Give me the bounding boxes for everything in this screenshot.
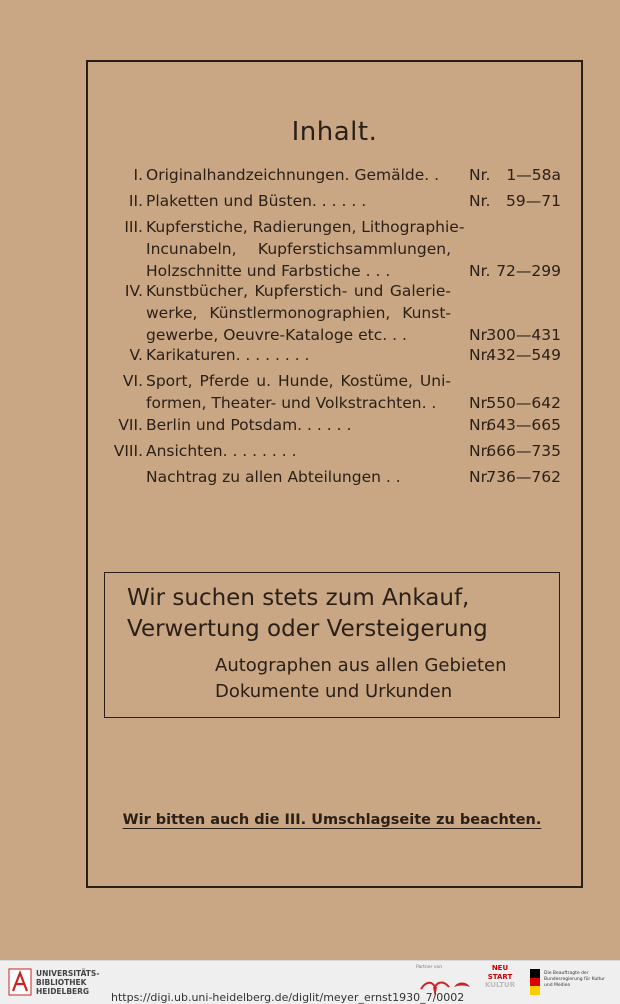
toc-entry-number: IV. <box>124 282 143 300</box>
neustart-line-1: NEU <box>491 964 509 972</box>
library-line-1: UNIVERSITÄTS- <box>36 969 100 978</box>
neustart-line-3: KULTUR <box>485 981 516 989</box>
bkm-logo[interactable] <box>530 967 614 999</box>
toc-entry-number: VIII. <box>113 442 143 460</box>
toc-entry-line: gewerbe, Oeuvre-Kataloge etc. . . <box>146 326 407 344</box>
toc-entry-text <box>146 344 451 366</box>
toc-entry-number: VI. <box>122 372 143 390</box>
notice-line-3: Autographen aus allen Gebieten <box>215 655 507 676</box>
cover-note: Wir bitten auch die III. Umschlagseite zu beachten. <box>122 812 542 828</box>
notice-line-1: Wir suchen stets zum Ankauf, <box>127 585 470 611</box>
toc-entry-line: werke, Künstlermonographien, Kunst- <box>146 304 451 322</box>
toc-entry-nr-label: Nr. <box>469 442 491 460</box>
toc-entry-nr-label: Nr. <box>469 262 491 280</box>
toc-entry-text <box>146 190 451 212</box>
toc-entry-line: Originalhandzeichnungen. Gemälde. . <box>146 166 440 184</box>
toc-entry-line: formen, Theater- und Volkstrachten. . <box>146 394 437 412</box>
toc-entry-text <box>146 414 451 436</box>
toc-entry-line: Ansichten. . . . . . . . <box>146 442 297 460</box>
toc-entry-line: Plaketten und Büsten. . . . . . <box>146 192 367 210</box>
german-flag-icon <box>530 969 540 995</box>
toc-entry-number: I. <box>133 166 143 184</box>
toc-entry-line: Sport, Pferde u. Hunde, Kostüme, Uni- <box>146 372 451 390</box>
bkm-text: Die Beauftragte der Bundesregierung für Kultur und Medien <box>544 971 606 988</box>
toc-entry-range: 643—665 <box>486 416 561 434</box>
toc-entry-range: 666—735 <box>486 442 561 460</box>
toc-entry-nr-label: Nr. <box>469 326 491 344</box>
toc-entry-range: 736—762 <box>486 468 561 486</box>
toc-entry-text <box>146 440 451 462</box>
toc-entry-line: Incunabeln, Kupferstichsammlungen, <box>146 240 451 258</box>
neustart-line-2: START <box>487 972 513 981</box>
toc-entry-text <box>146 370 451 414</box>
viewer-footer <box>0 960 620 1004</box>
toc-entry-text <box>146 164 451 186</box>
partner-label: Partner von <box>416 965 443 970</box>
toc-entry-nr-label: Nr. <box>469 192 491 210</box>
neustart-kultur-logo[interactable] <box>485 964 515 1002</box>
toc-entry-range: 300—431 <box>486 326 561 344</box>
toc-entry-text <box>146 280 451 346</box>
toc-entry-line: Nachtrag zu allen Abteilungen . . <box>146 468 401 486</box>
university-library-logo-icon[interactable] <box>8 967 32 997</box>
toc-entry-nr-label: Nr. <box>469 394 491 412</box>
toc-entry-nr-label: Nr. <box>469 166 491 184</box>
toc-entry-line: Karikaturen. . . . . . . . <box>146 346 310 364</box>
toc-entry-range: 550—642 <box>486 394 561 412</box>
toc-entry-line: Berlin und Potsdam. . . . . . <box>146 416 352 434</box>
notice-line-4: Dokumente und Urkunden <box>215 681 453 702</box>
page-title: Inhalt. <box>291 117 378 147</box>
toc-entry-range: 59—71 <box>506 192 561 210</box>
toc-entry-line: Kupferstiche, Radierungen, Lithographie- <box>146 218 465 236</box>
toc-entry-range: 1—58a <box>506 166 561 184</box>
page-url[interactable]: https://digi.ub.uni-heidelberg.de/diglit/meyer_ernst1930_7/0002 <box>111 991 465 1004</box>
toc-entry-text <box>146 216 465 282</box>
toc-entry-number: VII. <box>118 416 143 434</box>
toc-entry-number: II. <box>128 192 143 210</box>
library-line-2: BIBLIOTHEK <box>36 978 87 987</box>
library-name[interactable] <box>36 969 99 996</box>
toc-entry-number: V. <box>129 346 143 364</box>
notice-box <box>104 572 560 718</box>
toc-entry-nr-label: Nr. <box>469 416 491 434</box>
toc-entry-text <box>146 466 451 488</box>
notice-line-2: Verwertung oder Versteigerung <box>127 616 488 642</box>
toc-entry-nr-label: Nr. <box>469 468 491 486</box>
library-line-3: HEIDELBERG <box>36 987 90 996</box>
page-frame <box>86 60 583 888</box>
toc-entry-number: III. <box>124 218 143 236</box>
toc-entry-range: 432—549 <box>486 346 561 364</box>
toc-entry-line: Holzschnitte und Farbstiche . . . <box>146 262 391 280</box>
toc-entry-nr-label: Nr. <box>469 346 491 364</box>
toc-entry-range: 72—299 <box>496 262 561 280</box>
toc-entry-line: Kunstbücher, Kupferstich- und Galerie- <box>146 282 451 300</box>
